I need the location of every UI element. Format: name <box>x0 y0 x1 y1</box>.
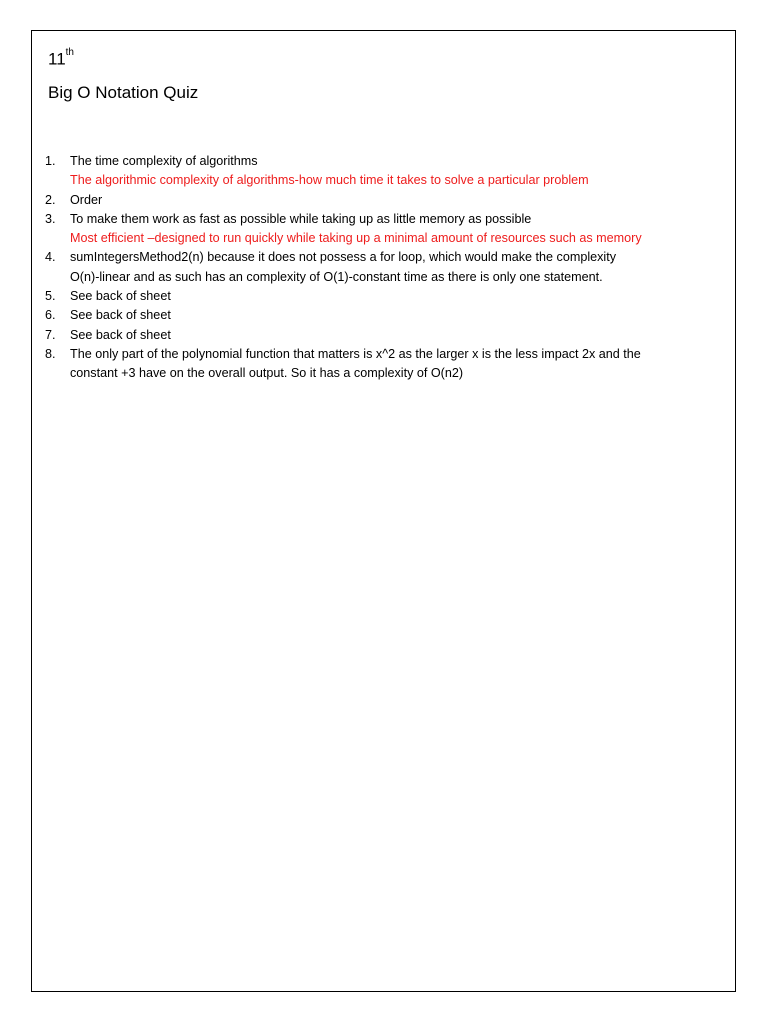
answer-item-3 <box>45 210 728 249</box>
answer-item-4 <box>45 248 728 287</box>
answer-number: 8. <box>45 346 56 361</box>
answer-number: 3. <box>45 211 56 226</box>
answer-text: See back of sheet <box>70 308 171 323</box>
answer-number: 5. <box>45 289 56 304</box>
answer-item-7 <box>45 326 728 345</box>
answer-item-1 <box>45 152 728 191</box>
answer-list <box>45 152 728 384</box>
answer-number: 1. <box>45 154 56 168</box>
answer-item-2 <box>45 191 728 210</box>
answer-number: 4. <box>45 250 56 265</box>
answer-number: 2. <box>45 192 56 207</box>
answer-number: 6. <box>45 308 56 323</box>
answer-correction: The algorithmic complexity of algorithms-how much time it takes to solve a particular problem <box>70 173 589 188</box>
answer-item-5 <box>45 287 728 306</box>
answer-text: Order <box>70 192 103 207</box>
date-number: 11 <box>48 49 66 69</box>
answer-text-continued: O(n)-linear and as such has an complexity of O(1)-constant time as there is only one statement. <box>70 269 603 284</box>
document-page <box>31 30 736 992</box>
answer-item-6 <box>45 306 728 325</box>
date-suffix: th <box>65 47 74 58</box>
answer-number: 7. <box>45 327 56 342</box>
answer-text: The only part of the polynomial function that matters is x^2 as the larger x is the less impact 2x and the <box>70 346 641 361</box>
page-title: Big O Notation Quiz <box>48 83 199 102</box>
answer-text: See back of sheet <box>70 327 171 342</box>
answer-text: To make them work as fast as possible while taking up as little memory as possible <box>70 211 532 226</box>
date-heading <box>48 46 74 70</box>
answer-text: sumIntegersMethod2(n) because it does not possess a for loop, which would make the complexity <box>70 250 617 265</box>
answer-text: See back of sheet <box>70 289 171 304</box>
answer-correction: Most efficient –designed to run quickly while taking up a minimal amount of resources such as memory <box>70 231 642 246</box>
answer-item-8 <box>45 345 728 384</box>
answer-text: The time complexity of algorithms <box>70 154 258 168</box>
answer-text-continued: constant +3 have on the overall output. So it has a complexity of O(n2) <box>70 366 464 381</box>
